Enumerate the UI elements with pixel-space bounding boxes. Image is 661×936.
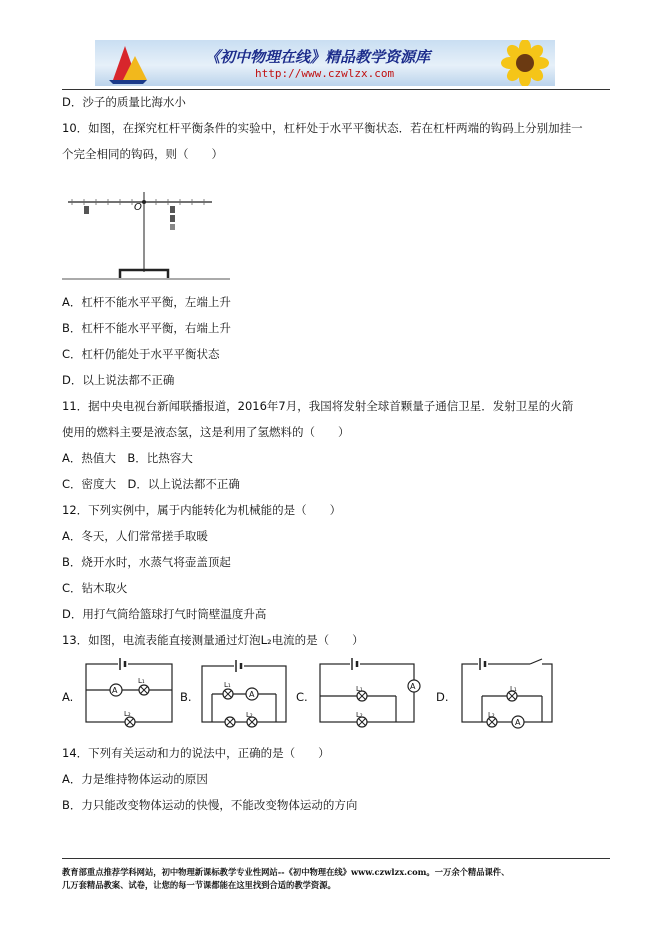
option-14b: B．力只能改变物体运动的快慢，不能改变物体运动的方向 (62, 798, 358, 812)
question-14: 14．下列有关运动和力的说法中，正确的是（ ） (62, 746, 330, 760)
option-12d: D．用打气筒给篮球打气时筒壁温度升高 (62, 607, 267, 621)
banner-url[interactable]: http://www.czwlzx.com (255, 67, 395, 80)
header-banner (95, 40, 555, 86)
option-10d: D．以上说法都不正确 (62, 373, 175, 387)
circuit-a-label: A. (62, 690, 74, 704)
option-11ab: A．热值大 B．比热容大 (62, 451, 193, 465)
option-12b: B．烧开水时，水蒸气将壶盖顶起 (62, 555, 231, 569)
circuit-a-meter: A (112, 686, 118, 695)
circuit-d-diagram (456, 654, 560, 734)
text-line: 使用的燃料主要是液态氢，这是利用了氢燃料的（ ） (62, 425, 350, 439)
option-10c: C．杠杆仍能处于水平平衡状态 (62, 347, 220, 361)
text-line: D．沙子的质量比海水小 (62, 95, 186, 109)
sunflower-icon (485, 40, 555, 86)
question-12: 12．下列实例中，属于内能转化为机械能的是（ ） (62, 503, 342, 517)
banner-title: 《初中物理在线》精品教学资源库 (205, 48, 431, 66)
question-10: 10．如图，在探究杠杆平衡条件的实验中，杠杆处于水平平衡状态．若在杠杆两端的钩码上分别加挂一 (62, 121, 583, 135)
option-14a: A．力是维持物体运动的原因 (62, 772, 208, 786)
option-12c: C．钻木取火 (62, 581, 128, 595)
circuit-b-lamp1: L₁ (224, 681, 231, 689)
circuit-c-lamp1: L₁ (356, 685, 363, 693)
circuit-d-lamp2: L₂ (488, 711, 495, 719)
option-12a: A．冬天，人们常常搓手取暖 (62, 529, 208, 543)
footer-line: 教育部重点推荐学科网站，初中物理新课标教学专业性网站--《初中物理在线》www.czwlzx.com。一万余个精品课件、 (62, 867, 510, 877)
circuit-b-lamp2: L₂ (246, 711, 253, 719)
circuit-c-lamp2: L₂ (356, 711, 363, 719)
option-11cd: C．密度大 D．以上说法都不正确 (62, 477, 240, 491)
circuit-b-label: B. (180, 690, 192, 704)
circuit-a-diagram (78, 654, 178, 734)
header-rule (62, 89, 610, 90)
question-13: 13．如图，电流表能直接测量通过灯泡L₂电流的是（ ） (62, 633, 364, 647)
lever-figure (62, 188, 230, 280)
option-10b: B．杠杆不能水平平衡，右端上升 (62, 321, 231, 335)
circuit-c-diagram (312, 654, 422, 734)
circuit-b-meter: A (249, 690, 255, 699)
circuit-a-lamp1: L₁ (138, 677, 145, 685)
site-logo-icon (95, 40, 155, 86)
circuit-d-label: D. (436, 690, 449, 704)
footer-line: 几万套精品教案、试卷，让您的每一节课都能在这里找到合适的教学资源。 (62, 880, 336, 890)
circuit-d-meter: A (515, 718, 521, 727)
circuit-b-diagram (196, 654, 292, 734)
footer-rule (62, 858, 610, 859)
circuit-a-lamp2: L₂ (124, 710, 131, 718)
circuit-c-label: C. (296, 690, 308, 704)
circuit-c-meter: A (410, 682, 416, 691)
circuit-d-lamp1: L₁ (510, 685, 517, 693)
lever-pivot-label: O (134, 202, 142, 213)
text-line: 个完全相同的钩码，则（ ） (62, 147, 223, 161)
option-10a: A．杠杆不能水平平衡，左端上升 (62, 295, 231, 309)
question-11: 11．据中央电视台新闻联播报道，2016年7月，我国将发射全球首颗量子通信卫星．发射卫星的火箭 (62, 399, 574, 413)
